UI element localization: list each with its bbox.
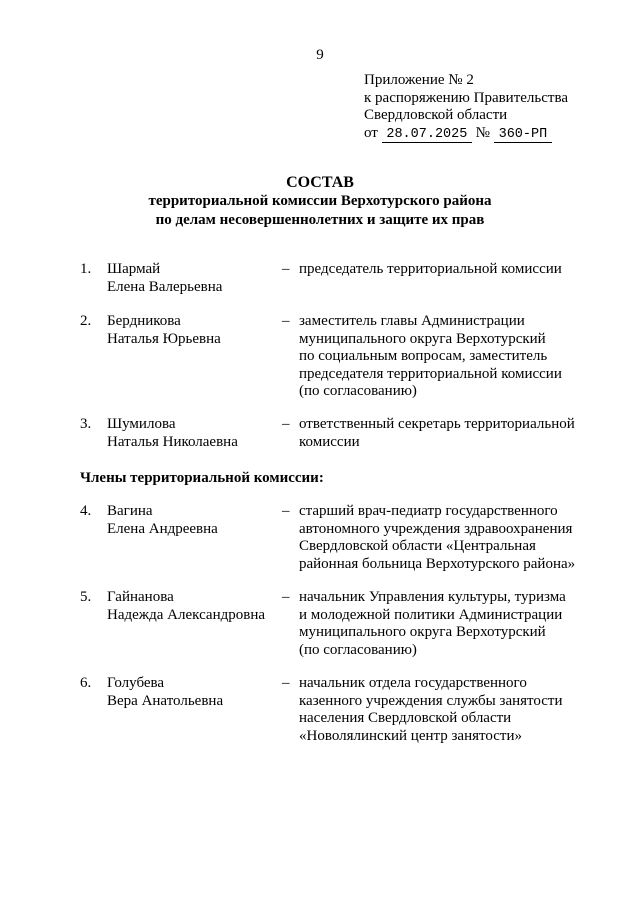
member-given-names: Елена Андреевна [107, 520, 218, 537]
item-number: 2. [80, 313, 92, 329]
member-given-names: Елена Валерьевна [107, 278, 223, 295]
member-given-names: Надежда Александровна [107, 606, 265, 623]
item-number: 5. [80, 589, 92, 605]
item-number: 1. [80, 261, 92, 277]
title-heading: СОСТАВ [286, 174, 354, 191]
order-number: 360-РП [494, 127, 552, 143]
member-surname: Вагина [107, 503, 153, 519]
role-line: председателя территориальной комиссии [299, 365, 562, 382]
member-role [299, 416, 575, 451]
role-line: ответственный секретарь территориальной [299, 416, 575, 432]
role-line: комиссии [299, 433, 360, 450]
member-role [299, 675, 563, 745]
order-date: 28.07.2025 [382, 127, 472, 143]
role-line: казенного учреждения службы занятости [299, 692, 563, 709]
member-surname: Бердникова [107, 313, 181, 329]
role-line: председатель территориальной комиссии [299, 261, 562, 277]
member-name [107, 675, 223, 710]
member-name [107, 416, 238, 451]
page-number: 9 [316, 47, 324, 63]
member-name [107, 261, 222, 296]
from-label: от [364, 124, 378, 141]
role-line: районная больница Верхотурского района» [299, 555, 576, 572]
dash-separator: – [282, 503, 290, 519]
role-line: по социальным вопросам, заместитель [299, 348, 548, 364]
member-surname: Гайнанова [107, 589, 174, 605]
appendix-region-line: Свердловской области [364, 107, 508, 123]
item-number: 4. [80, 503, 92, 519]
member-given-names: Наталья Николаевна [107, 433, 238, 450]
member-name [107, 313, 221, 348]
appendix-title: Приложение № 2 [364, 72, 474, 88]
role-line: начальник Управления культуры, туризма [299, 589, 566, 605]
appendix-order-line: к распоряжению Правительства [364, 89, 569, 106]
title-line-commission: территориальной комиссии Верхотурского района [148, 193, 492, 209]
title-line-purpose: по делам несовершеннолетних и защите их прав [155, 212, 485, 228]
role-line: муниципального округа Верхотурский [299, 624, 546, 640]
item-number: 3. [80, 416, 92, 432]
member-given-names: Вера Анатольевна [107, 692, 224, 709]
dash-separator: – [282, 313, 290, 329]
member-name [107, 589, 265, 624]
member-role [299, 503, 575, 573]
member-given-names: Наталья Юрьевна [107, 330, 221, 347]
number-label: № [475, 124, 490, 141]
member-surname: Шармай [107, 261, 161, 277]
role-line: «Новолялинский центр занятости» [299, 727, 522, 744]
member-role [299, 261, 562, 279]
role-line: и молодежной политики Администрации [299, 606, 563, 623]
member-surname: Шумилова [107, 416, 176, 432]
role-line: Свердловской области «Центральная [299, 538, 536, 554]
document-title [0, 173, 640, 230]
role-line: автономного учреждения здравоохранения [299, 520, 573, 537]
dash-separator: – [282, 589, 290, 605]
member-role [299, 313, 562, 401]
role-line: муниципального округа Верхотурский [299, 330, 546, 347]
appendix-date-line [364, 125, 568, 143]
members-heading: Члены территориальной комиссии: [80, 470, 324, 486]
role-line: населения Свердловской области [299, 710, 512, 726]
dash-separator: – [282, 261, 290, 277]
role-line: (по согласованию) [299, 641, 417, 658]
role-line: (по согласованию) [299, 383, 417, 399]
appendix-block [364, 72, 568, 143]
role-line: начальник отдела государственного [299, 675, 527, 691]
member-surname: Голубева [107, 675, 165, 691]
dash-separator: – [282, 675, 290, 691]
dash-separator: – [282, 416, 290, 432]
role-line: заместитель главы Администрации [299, 313, 525, 329]
item-number: 6. [80, 675, 92, 691]
member-name [107, 503, 218, 538]
role-line: старший врач-педиатр государственного [299, 503, 558, 519]
member-role [299, 589, 566, 659]
